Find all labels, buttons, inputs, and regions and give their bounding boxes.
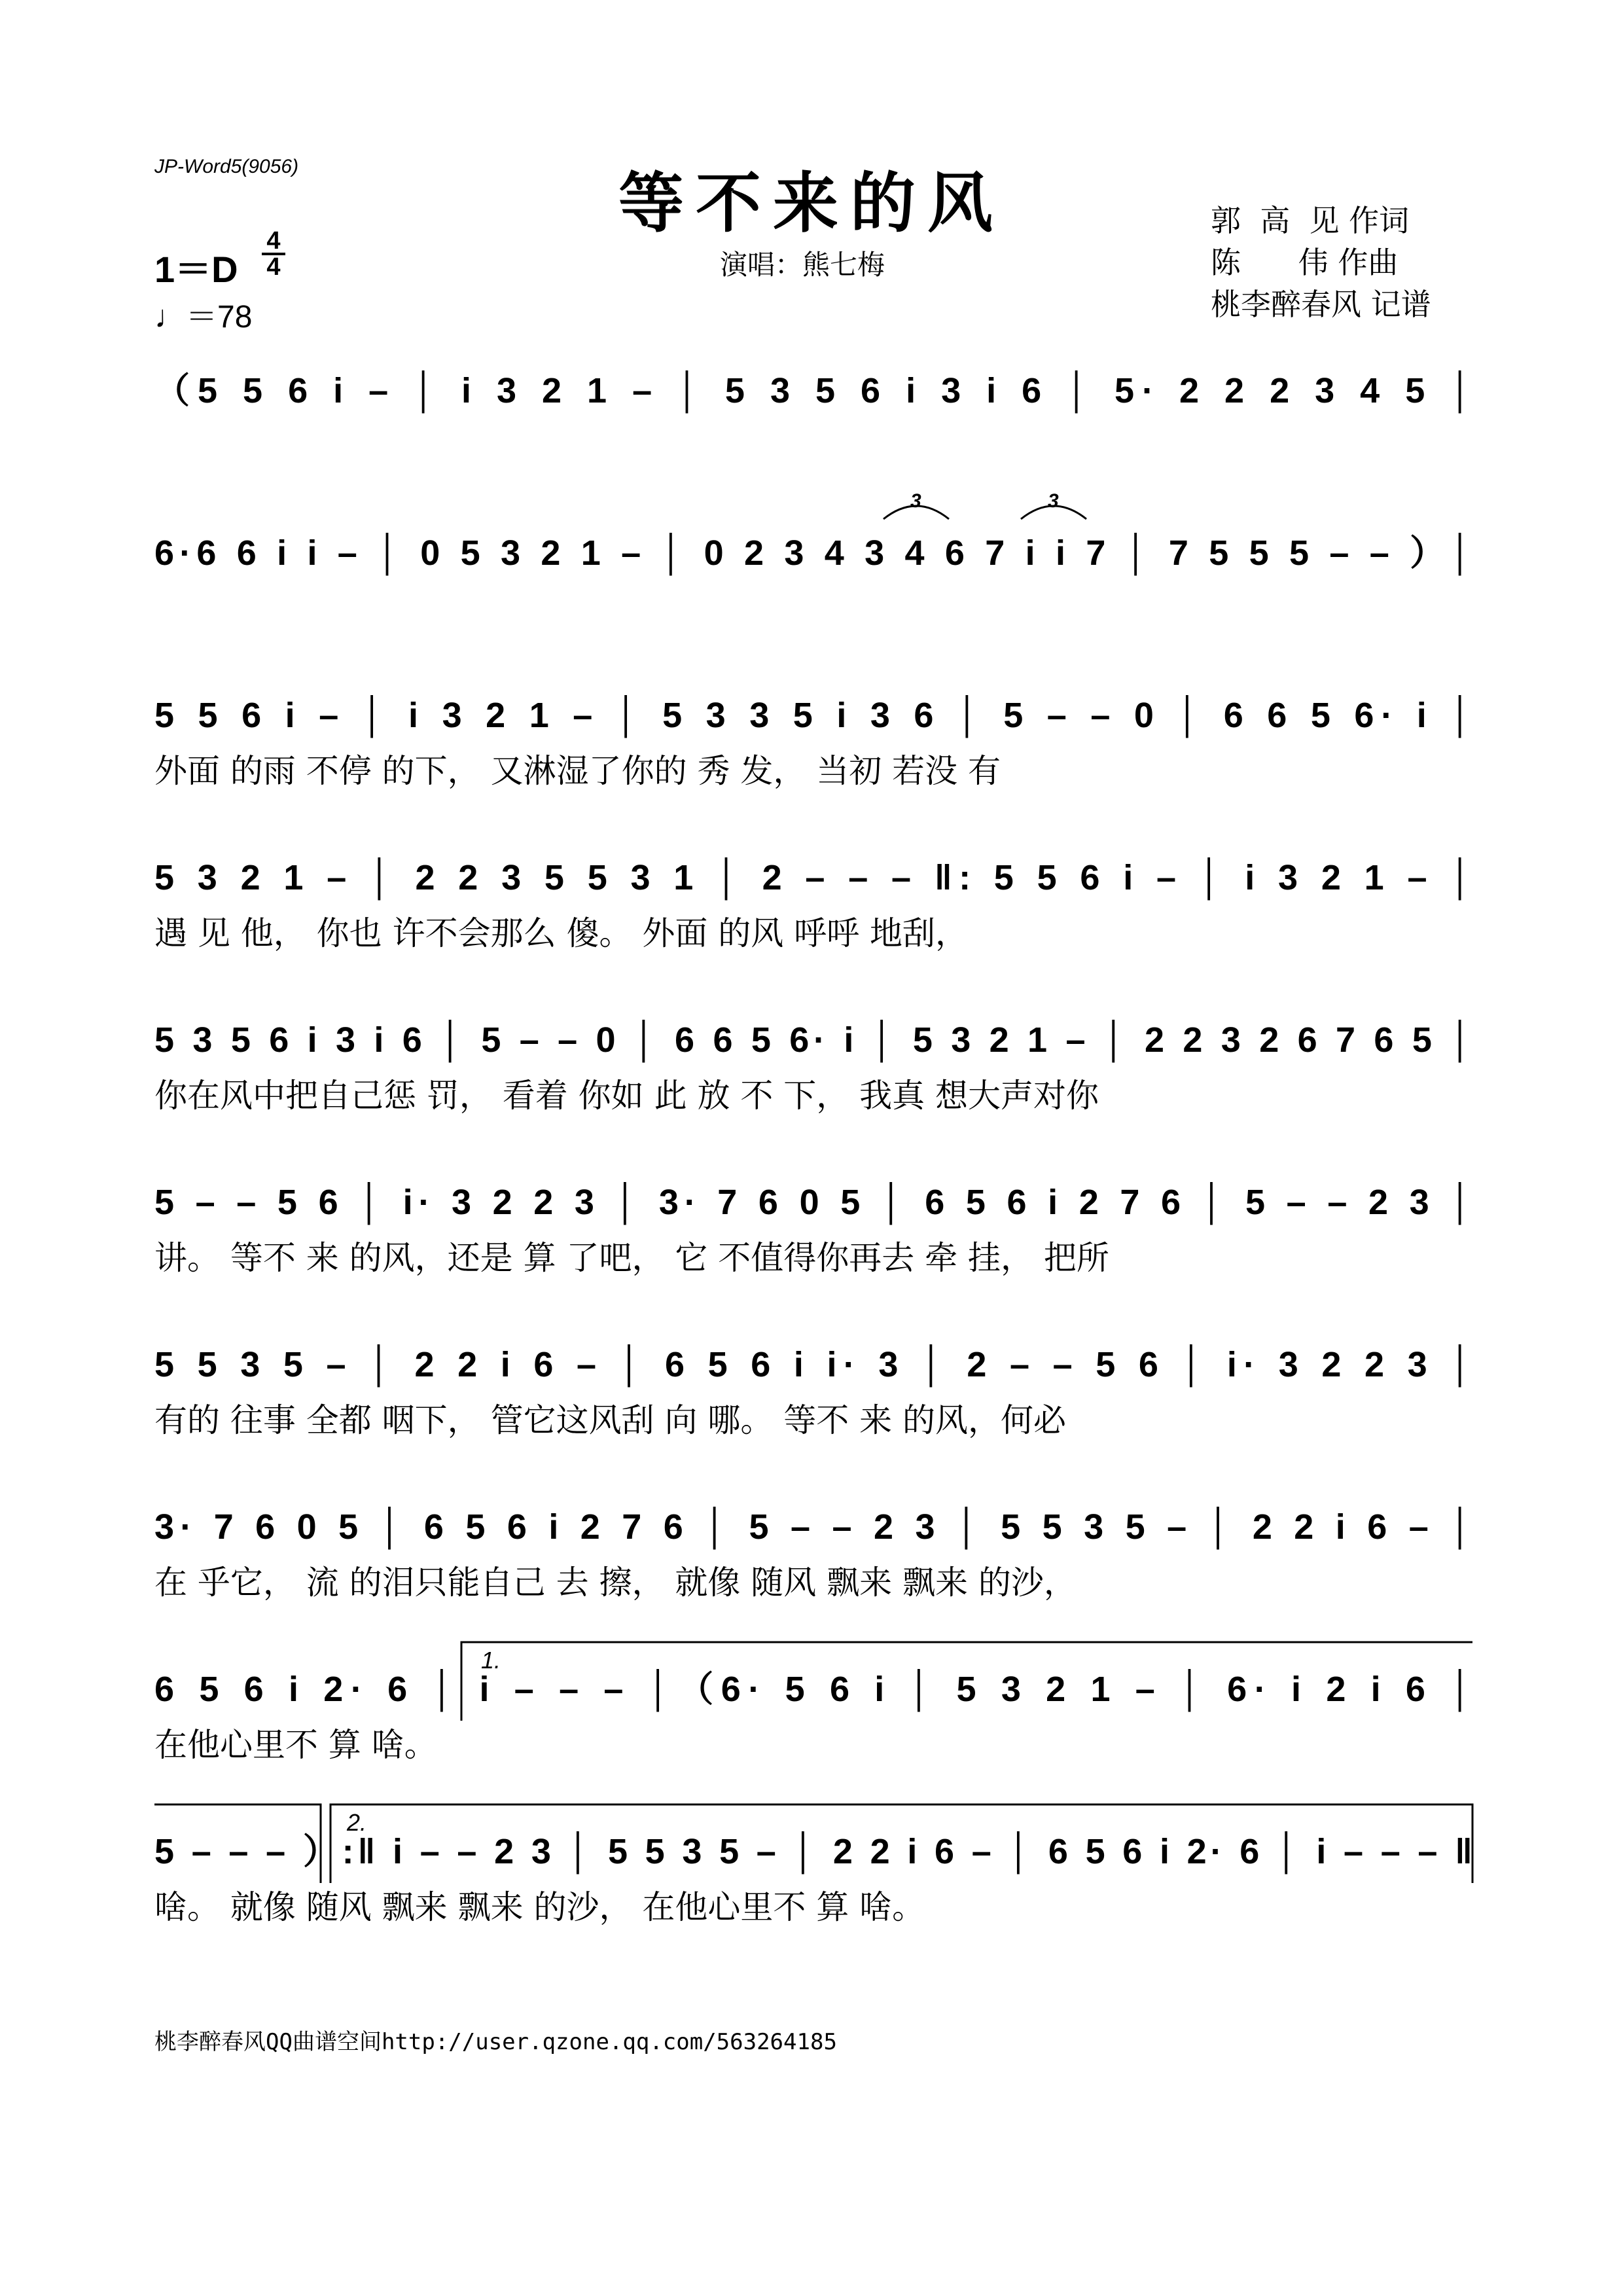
notation-line: 6·6 6 i i – │ 0 5 3 2 1 – │ 0 2 3 4 3 4 6 7 i i 7 │ 7 5 5 5 – – ）│ xyxy=(154,533,1472,573)
notation-line: 5 – – 5 6 │ i· 3 2 2 3 │ 3· 7 6 0 5 │ 6 5 6 i 2 7 6 │ 5 – – 2 3 │ xyxy=(154,1183,1472,1222)
notation-line: 3· 7 6 0 5 │ 6 5 6 i 2 7 6 │ 5 – – 2 3 │ 5 5 3 5 – │ 2 2 i 6 – │ xyxy=(154,1507,1472,1547)
time-signature-bottom: 4 xyxy=(266,253,281,281)
lyric-line: 啥。 就像 随风 飘来 飘来 的沙， 在他心里不 算 啥。 xyxy=(154,1888,925,1926)
notation-line: （5 5 6 i – │ i 3 2 1 – │ 5 3 5 6 i 3 i 6 │ 5· 2 2 2 3 4 5 │ xyxy=(154,371,1473,410)
software-tag: JP-Word5(9056) xyxy=(154,156,299,177)
volta-2-label: 2. xyxy=(347,1809,367,1836)
song-title: 等不来的风 xyxy=(618,164,1005,242)
lyric-line: 讲。 等不 来 的风，还是 算 了吧， 它 不值得你再去 牵 挂， 把所 xyxy=(154,1239,1109,1277)
triplet-number: 3 xyxy=(1048,490,1059,512)
notation-line: 5 3 5 6 i 3 i 6 │ 5 – – 0 │ 6 6 5 6· i │ 5 3 2 1 – │ 2 2 3 2 6 7 6 5 │ xyxy=(154,1020,1473,1060)
notation-line: 5 – – – ）:‖ i – – 2 3 │ 5 5 3 5 – │ 2 2 i 6 – │ 6 5 6 i 2· 6 │ i – – – ‖ xyxy=(154,1832,1472,1871)
tempo-marking: ♩＝78 xyxy=(154,300,253,334)
lyric-line: 你在风中把自己惩 罚， 看着 你如 此 放 不 下， 我真 想大声对你 xyxy=(154,1077,1099,1115)
lyric-line: 遇 见 他， 你也 许不会那么 傻。 外面 的风 呼呼 地刮， xyxy=(154,914,969,952)
lyric-line: 有的 往事 全都 咽下， 管它这风刮 向 哪。 等不 来 的风，何必 xyxy=(154,1401,1067,1439)
key-signature: 1＝D xyxy=(154,249,238,290)
time-signature-top: 4 xyxy=(266,227,281,255)
lyric-line: 外面 的雨 不停 的下， 又淋湿了你的 秀 发， 当初 若没 有 xyxy=(154,752,1001,790)
lyric-line: 在 乎它， 流 的泪只能自己 去 擦， 就像 随风 飘来 飘来 的沙， xyxy=(154,1564,1077,1602)
volta-1-label: 1. xyxy=(481,1647,501,1674)
triplet-number: 3 xyxy=(910,490,921,512)
footer-link-text: 桃李醉春风QQ曲谱空间http://user.qzone.qq.com/563264185 xyxy=(154,2029,837,2055)
singer-credit: 演唱：熊七梅 xyxy=(720,249,885,281)
notation-line: 5 5 3 5 – │ 2 2 i 6 – │ 6 5 6 i i· 3 │ 2 – – 5 6 │ i· 3 2 2 3 │ xyxy=(154,1345,1472,1384)
transcriber-credit: 桃李醉春风 记谱 xyxy=(1211,287,1431,322)
notation-line: 6 5 6 i 2· 6 │ i – – – │（6· 5 6 i │ 5 3 2 1 – │ 6· i 2 i 6 │ xyxy=(154,1670,1472,1709)
lyricist-credit: 郭 高 见 作词 xyxy=(1211,203,1410,238)
notation-line: 5 3 2 1 – │ 2 2 3 5 5 3 1 │ 2 – – – ‖: 5 5 6 i – │ i 3 2 1 – │ xyxy=(154,858,1472,897)
composer-credit: 陈 伟 作曲 xyxy=(1211,245,1399,280)
notation-line: 5 5 6 i – │ i 3 2 1 – │ 5 3 3 5 i 3 6 │ 5 – – 0 │ 6 6 5 6· i │ xyxy=(154,696,1472,735)
lyric-line: 在他心里不 算 啥。 xyxy=(154,1726,437,1764)
